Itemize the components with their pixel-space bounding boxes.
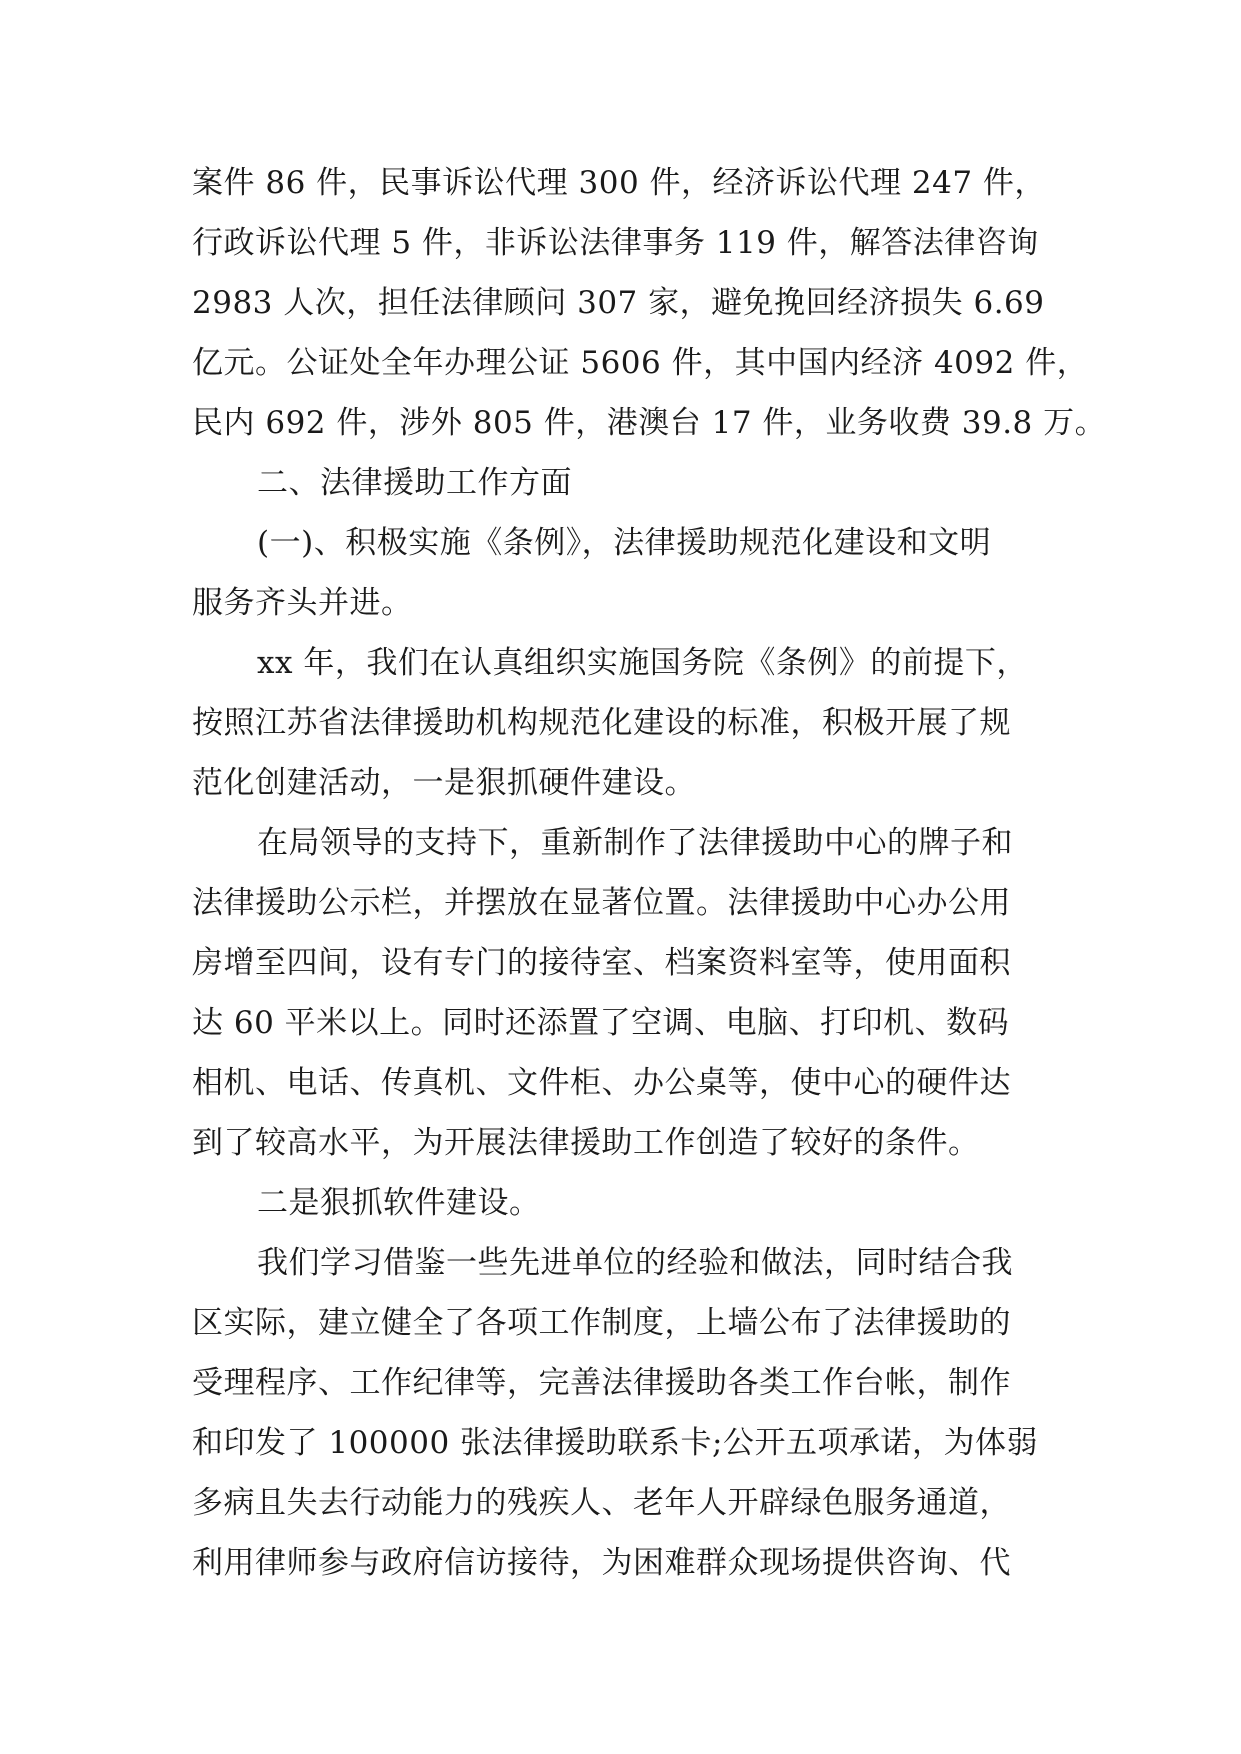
text-line: 范化创建活动，一是狠抓硬件建设。 (192, 765, 696, 801)
text-line: 民内 692 件，涉外 805 件，港澳台 17 件，业务收费 39.8 万。 (192, 405, 1107, 441)
text-line: 按照江苏省法律援助机构规范化建设的标准，积极开展了规 (192, 705, 1011, 741)
text-line: 案件 86 件，民事诉讼代理 300 件，经济诉讼代理 247 件， (192, 165, 1046, 201)
text-line: 达 60 平米以上。同时还添置了空调、电脑、打印机、数码 (192, 1005, 1010, 1041)
text-line: 法律援助公示栏，并摆放在显著位置。法律援助中心办公用 (192, 885, 1011, 921)
text-line: 相机、电话、传真机、文件柜、办公桌等，使中心的硬件达 (192, 1065, 1011, 1101)
text-line: 区实际，建立健全了各项工作制度，上墙公布了法律援助的 (192, 1305, 1011, 1341)
text-line: 多病且失去行动能力的残疾人、老年人开辟绿色服务通道， (192, 1485, 1011, 1521)
text-line: 2983 人次，担任法律顾问 307 家，避免挽回经济损失 6.69 (192, 285, 1045, 321)
text-line: 行政诉讼代理 5 件，非诉讼法律事务 119 件，解答法律咨询 (192, 225, 1039, 261)
section-heading: 二、法律援助工作方面 (257, 465, 572, 501)
text-line: 受理程序、工作纪律等，完善法律援助各类工作台帐，制作 (192, 1365, 1011, 1401)
text-line: 我们学习借鉴一些先进单位的经验和做法，同时结合我 (257, 1245, 1013, 1281)
text-line: 房增至四间，设有专门的接待室、档案资料室等，使用面积 (192, 945, 1011, 981)
text-line: 到了较高水平，为开展法律援助工作创造了较好的条件。 (192, 1125, 980, 1161)
document-body (192, 153, 1107, 1593)
text-line: 亿元。公证处全年办理公证 5606 件，其中国内经济 4092 件， (192, 345, 1089, 381)
subsection-heading: (一)、积极实施《条例》，法律援助规范化建设和文明 (257, 525, 992, 561)
text-line: 服务齐头并进。 (192, 585, 413, 621)
text-line: 二是狠抓软件建设。 (257, 1185, 541, 1221)
text-line: 在局领导的支持下，重新制作了法律援助中心的牌子和 (257, 825, 1013, 861)
text-line: 和印发了 100000 张法律援助联系卡;公开五项承诺，为体弱 (192, 1425, 1038, 1461)
text-line: 利用律师参与政府信访接待，为困难群众现场提供咨询、代 (192, 1545, 1011, 1581)
text-line: xx 年，我们在认真组织实施国务院《条例》的前提下， (257, 645, 1028, 681)
